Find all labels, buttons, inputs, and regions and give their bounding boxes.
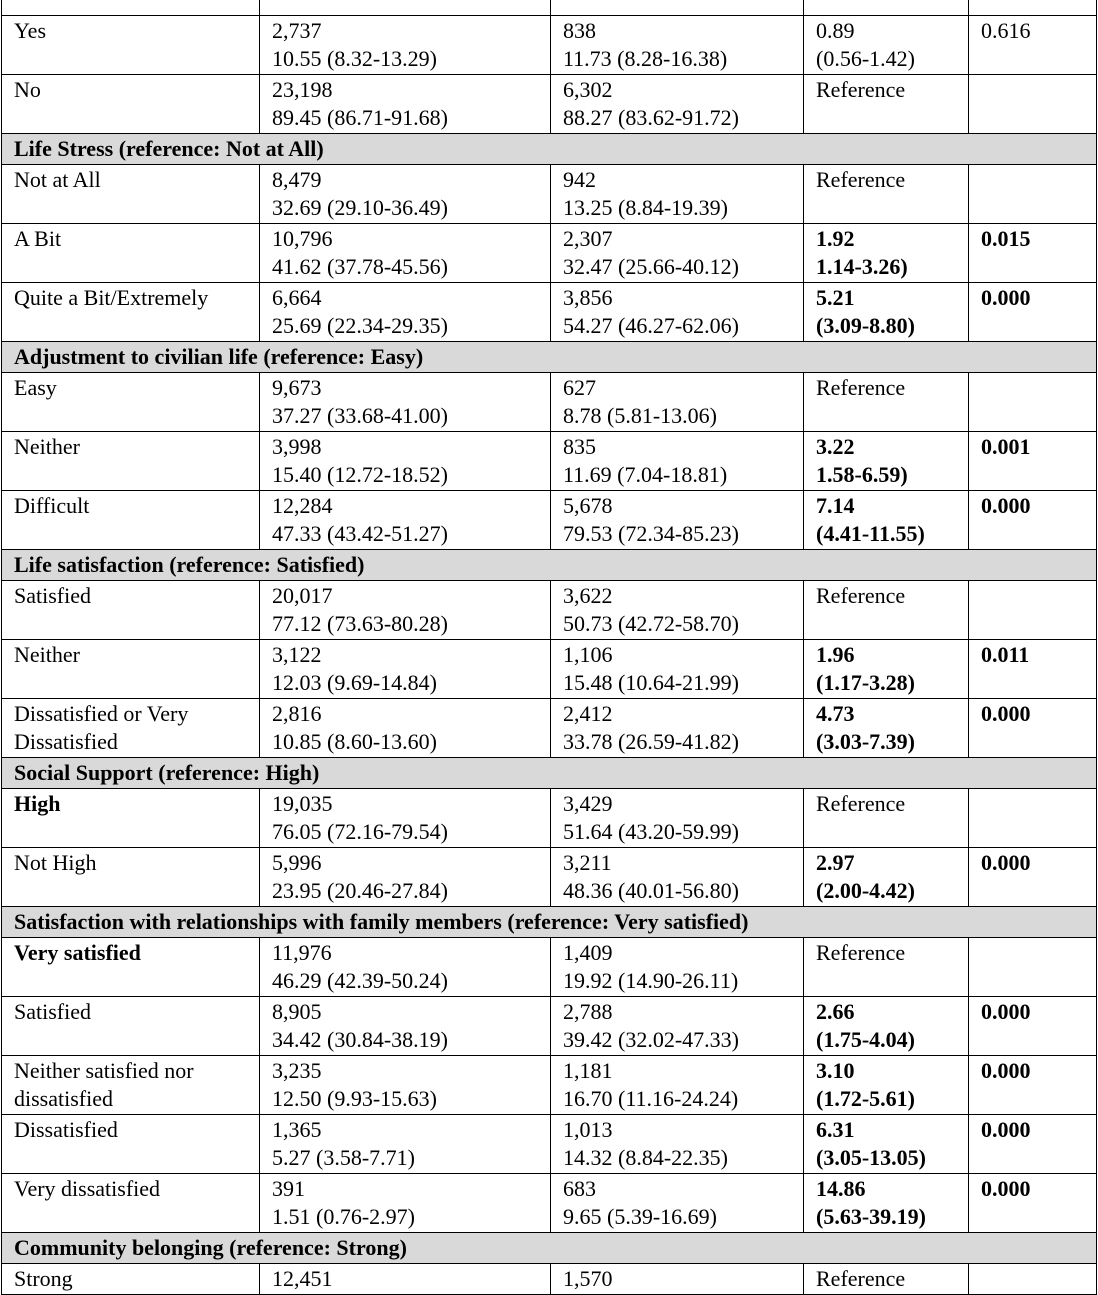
row-label-cell [2,581,260,640]
group2-count: 3,211 [563,850,612,875]
odds-ratio-cell [804,224,969,283]
odds-ratio-cell [804,1264,969,1295]
row-label-cell [2,165,260,224]
group2-count: 835 [563,434,596,459]
group2-cell [551,224,804,283]
odds-ratio-cell [804,997,969,1056]
section-heading-row [2,134,1097,165]
odds-ratio-cell [804,165,969,224]
group1-cell [260,1264,551,1295]
odds-ratio: 2.97 [816,850,855,875]
group1-cell [260,1174,551,1233]
odds-ratio-cell [804,789,969,848]
confidence-interval: (1.17-3.28) [816,670,915,695]
table-row [2,640,1097,699]
confidence-interval: (4.41-11.55) [816,521,925,546]
row-label-cell [2,997,260,1056]
group1-percent: 25.69 (22.34-29.35) [272,313,448,338]
odds-ratio-table [1,0,1097,1295]
odds-ratio: 0.89 [816,18,855,43]
group1-cell [260,165,551,224]
group2-percent: 19.92 (14.90-26.11) [563,968,739,993]
group2-cell [551,1115,804,1174]
group2-cell [551,848,804,907]
group1-count: 8,905 [272,999,322,1024]
p-value-cell [969,165,1097,224]
row-label: Satisfied [14,999,91,1024]
group1-percent: 12.50 (9.93-15.63) [272,1086,437,1111]
odds-ratio-cell [804,1056,969,1115]
group1-count: 11,976 [272,940,332,965]
group2-percent: 15.48 (10.64-21.99) [563,670,739,695]
row-label: Difficult [14,493,90,518]
row-label-line2: Dissatisfied [14,729,118,754]
row-label: No [14,77,41,102]
row-label: Not at All [14,167,101,192]
group1-cell [260,789,551,848]
group1-count: 20,017 [272,583,333,608]
group2-percent: 13.25 (8.84-19.39) [563,195,728,220]
cutoff-cell [551,0,804,16]
table-top-cutoff-row [2,0,1097,16]
table-row [2,1174,1097,1233]
group1-cell [260,1115,551,1174]
odds-ratio-cell [804,373,969,432]
group1-cell [260,16,551,75]
group2-percent: 14.32 (8.84-22.35) [563,1145,728,1170]
group2-cell [551,432,804,491]
table-row [2,1115,1097,1174]
table-row [2,1056,1097,1115]
table-row [2,432,1097,491]
row-label: High [14,791,61,816]
group2-cell [551,997,804,1056]
section-heading: Life satisfaction (reference: Satisfied) [2,550,1097,581]
confidence-interval: (1.72-5.61) [816,1086,915,1111]
p-value-cell [969,997,1097,1056]
confidence-interval: (2.00-4.42) [816,878,915,903]
group1-cell [260,491,551,550]
odds-ratio: 1.96 [816,642,855,667]
odds-ratio-cell [804,75,969,134]
group2-percent: 9.65 (5.39-16.69) [563,1204,717,1229]
section-heading-row [2,550,1097,581]
group2-count: 3,429 [563,791,613,816]
confidence-interval: (0.56-1.42) [816,46,915,71]
group1-count: 23,198 [272,77,333,102]
group1-percent: 89.45 (86.71-91.68) [272,105,448,130]
row-label-cell [2,373,260,432]
p-value: 0.015 [981,226,1031,251]
table-row [2,848,1097,907]
confidence-interval: (1.75-4.04) [816,1027,915,1052]
row-label: A Bit [14,226,62,251]
group2-percent: 54.27 (46.27-62.06) [563,313,739,338]
group1-count: 3,122 [272,642,322,667]
p-value: 0.616 [981,18,1031,43]
odds-ratio: Reference [816,1266,906,1291]
group2-cell [551,1174,804,1233]
table-row [2,224,1097,283]
row-label-cell [2,1264,260,1295]
group2-count: 6,302 [563,77,613,102]
group2-percent: 79.53 (72.34-85.23) [563,521,739,546]
cutoff-cell [260,0,551,16]
group2-count: 683 [563,1176,596,1201]
group2-cell [551,165,804,224]
group1-cell [260,640,551,699]
table-row [2,581,1097,640]
odds-ratio: Reference [816,791,906,816]
group2-count: 2,788 [563,999,613,1024]
group2-count: 1,181 [563,1058,613,1083]
group1-count: 3,235 [272,1058,322,1083]
odds-ratio-cell [804,16,969,75]
row-label-cell [2,1115,260,1174]
confidence-interval: (5.63-39.19) [816,1204,926,1229]
row-label: Easy [14,375,57,400]
p-value: 0.000 [981,1058,1031,1083]
group1-count: 2,816 [272,701,322,726]
group1-percent: 15.40 (12.72-18.52) [272,462,448,487]
group1-percent: 10.55 (8.32-13.29) [272,46,437,71]
odds-ratio: 6.31 [816,1117,855,1142]
section-heading: Adjustment to civilian life (reference: Easy) [2,342,1097,373]
group2-cell [551,640,804,699]
table-row [2,75,1097,134]
odds-ratio: Reference [816,375,906,400]
row-label-cell [2,283,260,342]
p-value-cell [969,938,1097,997]
section-heading-row [2,342,1097,373]
p-value-cell [969,75,1097,134]
group2-count: 627 [563,375,596,400]
group2-cell [551,1264,804,1295]
section-heading: Community belonging (reference: Strong) [2,1233,1097,1264]
group1-cell [260,75,551,134]
row-label: Satisfied [14,583,91,608]
group1-percent: 47.33 (43.42-51.27) [272,521,448,546]
group2-count: 1,013 [563,1117,613,1142]
table-row [2,165,1097,224]
cutoff-cell [969,0,1097,16]
table-row [2,283,1097,342]
row-label: Strong [14,1266,73,1291]
row-label-line2: dissatisfied [14,1086,113,1111]
table-row [2,16,1097,75]
group1-count: 2,737 [272,18,322,43]
odds-ratio: 14.86 [816,1176,866,1201]
group2-count: 2,307 [563,226,613,251]
group1-percent: 34.42 (30.84-38.19) [272,1027,448,1052]
section-heading-row [2,1233,1097,1264]
group1-percent: 1.51 (0.76-2.97) [272,1204,415,1229]
row-label-cell [2,848,260,907]
group1-cell [260,1056,551,1115]
p-value: 0.000 [981,701,1031,726]
group2-count: 1,570 [563,1266,613,1291]
group2-cell [551,938,804,997]
table-row [2,789,1097,848]
p-value-cell [969,640,1097,699]
p-value: 0.011 [981,642,1030,667]
p-value-cell [969,1056,1097,1115]
odds-ratio: 3.10 [816,1058,855,1083]
row-label-cell [2,789,260,848]
group2-cell [551,1056,804,1115]
group1-cell [260,848,551,907]
odds-ratio-cell [804,640,969,699]
section-heading: Social Support (reference: High) [2,758,1097,789]
odds-ratio: 3.22 [816,434,855,459]
group2-cell [551,789,804,848]
p-value-cell [969,373,1097,432]
p-value-cell [969,432,1097,491]
group2-percent: 11.73 (8.28-16.38) [563,46,728,71]
group1-count: 8,479 [272,167,322,192]
row-label: Yes [14,18,47,43]
row-label-cell [2,224,260,283]
group2-percent: 39.42 (32.02-47.33) [563,1027,739,1052]
group2-count: 1,409 [563,940,613,965]
confidence-interval: (3.03-7.39) [816,729,915,754]
row-label-cell [2,16,260,75]
odds-ratio: Reference [816,167,906,192]
confidence-interval: (3.09-8.80) [816,313,915,338]
p-value: 0.000 [981,1117,1031,1142]
odds-ratio-cell [804,283,969,342]
row-label: Neither [14,642,80,667]
group1-count: 1,365 [272,1117,322,1142]
p-value-cell [969,789,1097,848]
group1-count: 9,673 [272,375,322,400]
row-label-cell [2,699,260,758]
row-label: Quite a Bit/Extremely [14,285,209,310]
group1-cell [260,283,551,342]
row-label-cell [2,938,260,997]
group1-cell [260,699,551,758]
row-label: Not High [14,850,97,875]
p-value-cell [969,848,1097,907]
row-label: Dissatisfied [14,1117,118,1142]
group1-cell [260,224,551,283]
group1-percent: 5.27 (3.58-7.71) [272,1145,415,1170]
group2-percent: 50.73 (42.72-58.70) [563,611,739,636]
odds-ratio-cell [804,581,969,640]
section-heading-row [2,758,1097,789]
group2-cell [551,699,804,758]
group2-count: 2,412 [563,701,613,726]
row-label: Very satisfied [14,940,141,965]
row-label-cell [2,432,260,491]
row-label: Dissatisfied or Very [14,701,189,726]
p-value: 0.000 [981,999,1031,1024]
group2-cell [551,283,804,342]
odds-ratio: 2.66 [816,999,855,1024]
row-label-cell [2,1056,260,1115]
group1-percent: 32.69 (29.10-36.49) [272,195,448,220]
group2-cell [551,16,804,75]
row-label-cell [2,491,260,550]
group1-percent: 46.29 (42.39-50.24) [272,968,448,993]
group2-count: 3,856 [563,285,613,310]
odds-ratio: 4.73 [816,701,855,726]
group1-percent: 23.95 (20.46-27.84) [272,878,448,903]
table-row [2,373,1097,432]
odds-ratio: 1.92 [816,226,855,251]
group1-percent: 12.03 (9.69-14.84) [272,670,437,695]
table-body [2,0,1097,1295]
table-row [2,1264,1097,1295]
p-value-cell [969,224,1097,283]
p-value-cell [969,581,1097,640]
odds-ratio: 7.14 [816,493,855,518]
row-label: Neither satisfied nor [14,1058,194,1083]
p-value: 0.000 [981,850,1031,875]
odds-ratio: Reference [816,583,906,608]
p-value-cell [969,491,1097,550]
group2-cell [551,581,804,640]
odds-ratio-cell [804,491,969,550]
odds-ratio: Reference [816,77,906,102]
cutoff-cell [2,0,260,16]
p-value: 0.000 [981,493,1031,518]
group2-percent: 88.27 (83.62-91.72) [563,105,739,130]
row-label-cell [2,1174,260,1233]
row-label: Very dissatisfied [14,1176,161,1201]
group2-percent: 11.69 (7.04-18.81) [563,462,728,487]
row-label-cell [2,75,260,134]
p-value: 0.000 [981,1176,1031,1201]
group1-count: 12,451 [272,1266,333,1291]
group1-percent: 37.27 (33.68-41.00) [272,403,448,428]
section-heading: Satisfaction with relationships with family members (reference: Very satisfied) [2,907,1097,938]
group2-count: 1,106 [563,642,613,667]
odds-ratio-cell [804,1174,969,1233]
group2-count: 942 [563,167,596,192]
odds-ratio-cell [804,848,969,907]
odds-ratio: Reference [816,940,906,965]
odds-ratio: 5.21 [816,285,855,310]
group1-cell [260,581,551,640]
group1-cell [260,938,551,997]
p-value-cell [969,699,1097,758]
group1-cell [260,373,551,432]
group2-cell [551,491,804,550]
group1-cell [260,432,551,491]
group2-count: 5,678 [563,493,613,518]
group1-percent: 76.05 (72.16-79.54) [272,819,448,844]
section-heading-row [2,907,1097,938]
odds-ratio-cell [804,432,969,491]
section-heading: Life Stress (reference: Not at All) [2,134,1097,165]
p-value: 0.001 [981,434,1031,459]
group2-percent: 32.47 (25.66-40.12) [563,254,739,279]
p-value-cell [969,16,1097,75]
group2-percent: 51.64 (43.20-59.99) [563,819,739,844]
odds-ratio-cell [804,938,969,997]
group1-cell [260,997,551,1056]
row-label-cell [2,640,260,699]
group1-count: 391 [272,1176,305,1201]
group2-percent: 16.70 (11.16-24.24) [563,1086,739,1111]
odds-ratio-cell [804,699,969,758]
group1-count: 19,035 [272,791,333,816]
table-row [2,699,1097,758]
p-value-cell [969,1264,1097,1295]
group2-count: 838 [563,18,596,43]
p-value-cell [969,283,1097,342]
group1-count: 3,998 [272,434,322,459]
table-row [2,491,1097,550]
confidence-interval: 1.14-3.26) [816,254,908,279]
group2-percent: 8.78 (5.81-13.06) [563,403,717,428]
table-row [2,938,1097,997]
group2-cell [551,75,804,134]
group1-count: 6,664 [272,285,322,310]
row-label: Neither [14,434,80,459]
p-value-cell [969,1174,1097,1233]
group2-percent: 48.36 (40.01-56.80) [563,878,739,903]
confidence-interval: 1.58-6.59) [816,462,908,487]
table-row [2,997,1097,1056]
group1-percent: 77.12 (73.63-80.28) [272,611,448,636]
cutoff-cell [804,0,969,16]
group1-count: 12,284 [272,493,333,518]
group2-cell [551,373,804,432]
group1-percent: 41.62 (37.78-45.56) [272,254,448,279]
confidence-interval: (3.05-13.05) [816,1145,926,1170]
group2-percent: 33.78 (26.59-41.82) [563,729,739,754]
p-value: 0.000 [981,285,1031,310]
p-value-cell [969,1115,1097,1174]
group1-count: 5,996 [272,850,322,875]
group1-count: 10,796 [272,226,333,251]
group1-percent: 10.85 (8.60-13.60) [272,729,437,754]
odds-ratio-cell [804,1115,969,1174]
group2-count: 3,622 [563,583,613,608]
